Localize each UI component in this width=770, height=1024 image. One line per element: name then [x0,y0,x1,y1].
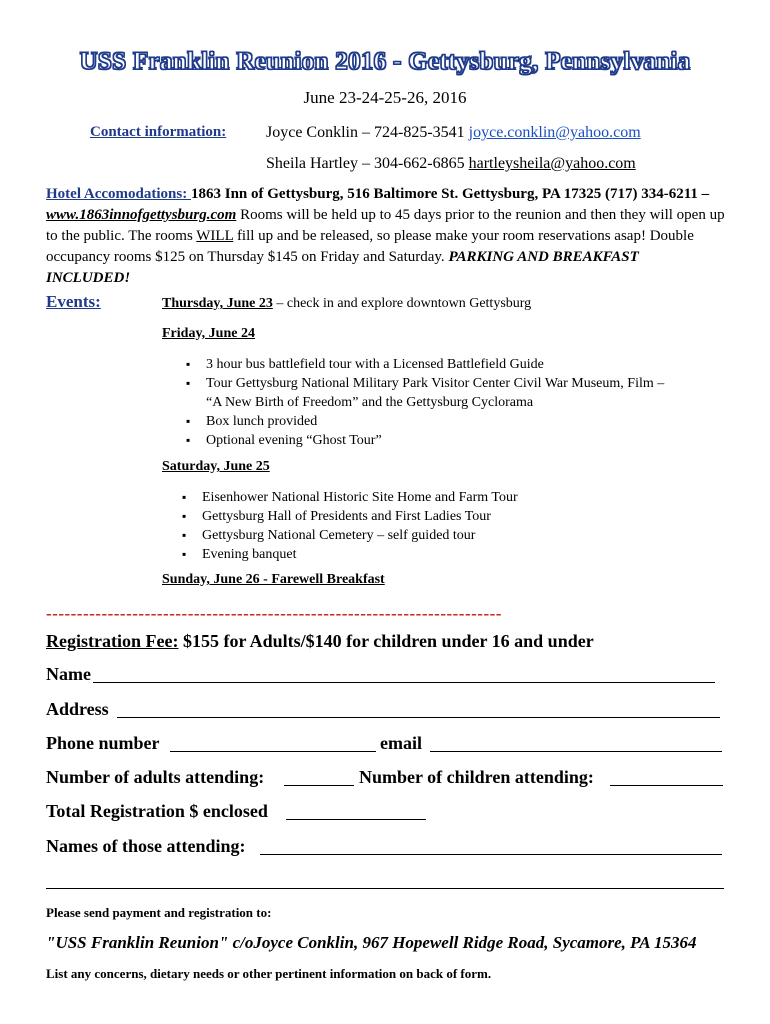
registration-fee-text: $155 for Adults/$140 for children under 16 and under [178,631,594,651]
list-item: ▪ Optional evening “Ghost Tour” [184,431,724,450]
payment-instruction: Please send payment and registration to: [46,905,272,920]
total-field[interactable] [286,819,426,820]
list-item: ▪ Tour Gettysburg National Military Park Visitor Center Civil War Museum, Film – [184,374,724,393]
registration-fee [46,631,594,652]
names-label: Names of those attending: [46,836,246,856]
sunday-event: Sunday, June 26 - Farewell Breakfast [162,572,385,587]
hotel-details: 1863 Inn of Gettysburg, 516 Baltimore St. Gettysburg, PA 17325 (717) 334-6211 – [190,186,710,202]
address-label: Address [46,699,109,719]
page-title: USS Franklin Reunion 2016 - Gettysburg, Pennsylvania [79,48,691,75]
list-item: ▪ Eisenhower National Historic Site Home and Farm Tour [180,488,720,507]
email-field[interactable] [430,751,722,752]
thursday-text: – check in and explore downtown Gettysburg [272,296,532,311]
email-link-joyce[interactable]: joyce.conklin@yahoo.com [468,124,641,141]
friday-list [184,355,724,450]
hotel-section [46,184,726,289]
list-item-continuation [184,393,724,412]
list-item-text: “A New Birth of Freedom” and the Gettysburg Cyclorama [206,395,534,410]
contact-label: Contact information: [90,124,227,140]
friday-day: Friday, June 24 [162,326,255,341]
adults-field[interactable] [284,785,354,786]
separator-line: -------------------------------------------------------------------------- [46,604,502,623]
phone-label: Phone number [46,733,160,753]
hotel-label: Hotel Accomodations: [46,186,191,202]
names-field-line-2[interactable] [46,888,724,889]
event-thursday [162,296,531,312]
payment-note: List any concerns, dietary needs or other pertinent information on back of form. [46,966,492,981]
hotel-text-2: fill up and be released, so please make your room reservations asap! Double occupancy rooms $125 on Thursday $145 on Friday and Saturday. [46,228,694,265]
address-field[interactable] [117,717,720,718]
reunion-dates: June 23-24-25-26, 2016 [303,88,467,107]
contact-sheila-text: Sheila Hartley – 304-662-6865 [266,155,469,172]
phone-field[interactable] [170,751,376,752]
email-link-sheila[interactable]: hartleysheila@yahoo.com [468,155,636,172]
hotel-website-link[interactable]: www.1863innofgettysburg.com [46,207,237,223]
list-item: ▪ Evening banquet [180,545,720,564]
email-label: email [380,733,422,753]
thursday-day: Thursday, June 23 [162,296,273,311]
saturday-day: Saturday, June 25 [162,459,270,474]
names-field[interactable] [260,854,722,855]
contact-joyce-text: Joyce Conklin – 724-825-3541 [266,124,469,141]
payment-address: "USS Franklin Reunion" c/oJoyce Conklin, 967 Hopewell Ridge Road, Sycamore, PA 15364 [46,933,697,952]
hotel-will: WILL [196,228,234,244]
list-item: ▪ Gettysburg National Cemetery – self guided tour [180,526,720,545]
children-field[interactable] [610,785,723,786]
contact-sheila [266,155,636,173]
total-label: Total Registration $ enclosed [46,801,268,821]
hotel-included: PARKING AND BREAKFAST INCLUDED! [46,249,639,286]
adults-label: Number of adults attending: [46,767,265,787]
hotel-text-1: Rooms will be held up to 45 days prior to the reunion and then they will open up to the public. The rooms [46,207,725,244]
events-label: Events: [46,292,101,311]
list-item: ▪ Gettysburg Hall of Presidents and First Ladies Tour [180,507,720,526]
name-field[interactable] [93,682,715,683]
list-item: ▪ 3 hour bus battlefield tour with a Licensed Battlefield Guide [184,355,724,374]
registration-fee-label: Registration Fee: [46,631,179,651]
name-label: Name [46,664,91,684]
children-label: Number of children attending: [359,767,594,787]
saturday-list [180,488,720,564]
contact-joyce [266,124,641,142]
list-item: ▪ Box lunch provided [184,412,724,431]
